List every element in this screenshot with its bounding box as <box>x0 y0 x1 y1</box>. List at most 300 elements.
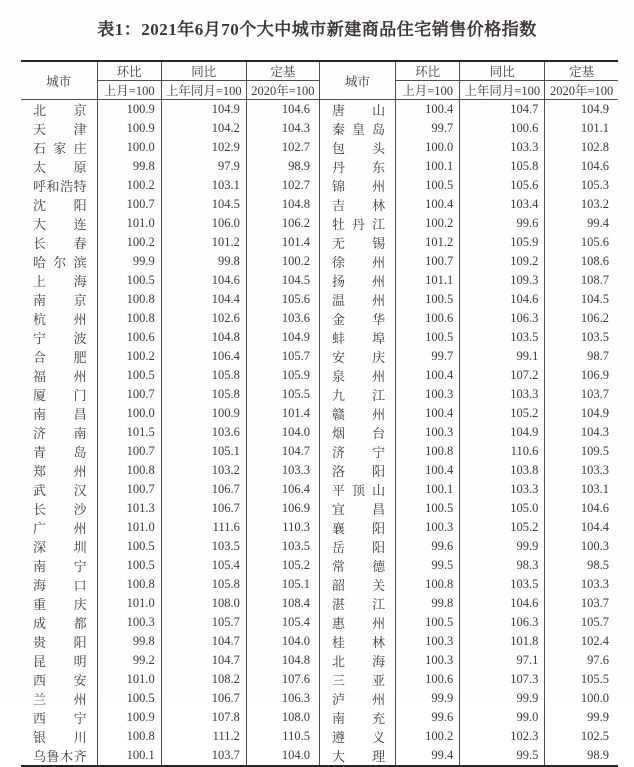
index-value-cell: 99.8 <box>97 157 161 176</box>
city-cell: 石家庄 <box>33 141 87 156</box>
index-value-cell: 100.2 <box>97 176 161 195</box>
city-cell: 遵义 <box>319 727 395 746</box>
index-value-cell: 100.5 <box>396 290 460 309</box>
index-value-cell: 99.8 <box>97 632 161 651</box>
index-value-cell: 99.4 <box>396 746 460 766</box>
index-value-cell: 100.7 <box>97 195 161 214</box>
table-title: 表1：2021年6月70个大中城市新建商品住宅销售价格指数 <box>97 20 537 39</box>
index-value-cell: 105.7 <box>161 613 246 632</box>
city-cell: 温州 <box>319 290 395 309</box>
city-cell: 成都 <box>33 616 87 631</box>
city-cell: 杭州 <box>33 312 87 327</box>
city-cell: 韶关 <box>319 575 395 594</box>
city-cell: 牡丹江 <box>319 214 395 233</box>
index-value-cell: 107.2 <box>460 366 545 385</box>
city-cell: 徐州 <box>319 252 395 271</box>
city-cell: 乌鲁木齐 <box>33 749 87 764</box>
index-value-cell: 111.2 <box>161 727 246 746</box>
table-row <box>21 461 618 480</box>
index-value-cell: 105.3 <box>545 176 618 195</box>
table-row <box>21 423 618 442</box>
city-cell: 泸州 <box>319 689 395 708</box>
index-value-cell: 105.8 <box>161 575 246 594</box>
table-row <box>21 480 618 499</box>
index-value-cell: 103.5 <box>246 537 319 556</box>
index-value-cell: 103.5 <box>545 328 618 347</box>
index-value-cell: 104.0 <box>246 746 319 766</box>
index-value-cell: 100.2 <box>97 233 161 252</box>
index-value-cell: 103.5 <box>460 575 545 594</box>
index-value-cell: 104.3 <box>545 423 618 442</box>
index-value-cell: 108.4 <box>246 594 319 613</box>
table-row <box>21 442 618 461</box>
index-value-cell: 101.2 <box>161 233 246 252</box>
index-value-cell: 111.6 <box>161 518 246 537</box>
table-row <box>21 575 618 594</box>
table-row <box>21 290 618 309</box>
index-value-cell: 99.0 <box>460 708 545 727</box>
index-value-cell: 100.8 <box>97 575 161 594</box>
city-cell: 秦皇岛 <box>319 119 395 138</box>
city-cell: 烟台 <box>319 423 395 442</box>
index-value-cell: 100.3 <box>396 518 460 537</box>
index-value-cell: 98.3 <box>460 556 545 575</box>
city-cell: 上海 <box>33 274 87 289</box>
index-value-cell: 105.0 <box>460 499 545 518</box>
city-cell: 贵阳 <box>33 635 87 650</box>
city-cell: 沈阳 <box>33 198 87 213</box>
header-fixed-base-formula-left: 2020年=100 <box>246 81 319 100</box>
index-value-cell: 105.5 <box>545 670 618 689</box>
index-value-cell: 104.5 <box>246 271 319 290</box>
table-row <box>21 366 618 385</box>
index-value-cell: 101.1 <box>545 119 618 138</box>
index-value-cell: 102.7 <box>246 138 319 157</box>
table-row <box>21 271 618 290</box>
index-value-cell: 103.7 <box>545 594 618 613</box>
index-value-cell: 101.5 <box>97 423 161 442</box>
price-index-table <box>21 60 618 767</box>
table-row <box>21 499 618 518</box>
city-cell: 兰州 <box>33 692 87 707</box>
index-value-cell: 104.4 <box>545 518 618 537</box>
index-value-cell: 100.3 <box>396 632 460 651</box>
index-value-cell: 104.4 <box>161 290 246 309</box>
index-value-cell: 104.7 <box>460 100 545 120</box>
city-cell: 长沙 <box>33 502 87 517</box>
city-cell: 广州 <box>33 521 87 536</box>
index-value-cell: 103.6 <box>246 309 319 328</box>
index-value-cell: 105.4 <box>161 556 246 575</box>
index-value-cell: 99.5 <box>396 556 460 575</box>
city-cell: 包头 <box>319 138 395 157</box>
index-value-cell: 101.3 <box>97 499 161 518</box>
index-value-cell: 100.9 <box>161 404 246 423</box>
index-value-cell: 104.8 <box>246 195 319 214</box>
city-cell: 襄阳 <box>319 518 395 537</box>
city-cell: 平顶山 <box>319 480 395 499</box>
index-value-cell: 106.9 <box>545 366 618 385</box>
index-value-cell: 100.2 <box>396 727 460 746</box>
index-value-cell: 104.6 <box>246 100 319 120</box>
index-value-cell: 105.4 <box>246 613 319 632</box>
index-value-cell: 98.9 <box>545 746 618 766</box>
index-value-cell: 99.1 <box>460 347 545 366</box>
index-value-cell: 100.6 <box>396 309 460 328</box>
header-yoy-base-left: 上年同月=100 <box>161 81 246 100</box>
index-value-cell: 109.3 <box>460 271 545 290</box>
table-row <box>21 689 618 708</box>
city-cell: 安庆 <box>319 347 395 366</box>
city-cell: 郑州 <box>33 464 87 479</box>
index-value-cell: 108.2 <box>161 670 246 689</box>
index-value-cell: 104.8 <box>161 328 246 347</box>
index-value-cell: 100.9 <box>97 708 161 727</box>
index-value-cell: 107.8 <box>161 708 246 727</box>
index-value-cell: 106.4 <box>161 347 246 366</box>
index-value-cell: 101.2 <box>396 233 460 252</box>
header-yoy-left: 同比 <box>161 61 246 81</box>
city-cell: 济宁 <box>319 442 395 461</box>
index-value-cell: 100.5 <box>396 499 460 518</box>
table-row <box>21 594 618 613</box>
index-value-cell: 105.2 <box>460 404 545 423</box>
index-value-cell: 103.5 <box>161 537 246 556</box>
index-value-cell: 105.7 <box>545 613 618 632</box>
index-value-cell: 100.5 <box>97 366 161 385</box>
index-value-cell: 103.3 <box>545 461 618 480</box>
index-value-cell: 100.5 <box>97 537 161 556</box>
index-value-cell: 101.0 <box>97 594 161 613</box>
header-mom-base-left: 上月=100 <box>97 81 161 100</box>
index-value-cell: 100.9 <box>97 119 161 138</box>
index-value-cell: 104.9 <box>246 328 319 347</box>
header-fixed-base-formula-right: 2020年=100 <box>545 81 618 100</box>
index-value-cell: 100.4 <box>396 461 460 480</box>
index-value-cell: 100.8 <box>396 575 460 594</box>
index-value-cell: 102.9 <box>161 138 246 157</box>
index-value-cell: 108.6 <box>545 252 618 271</box>
table-header <box>21 61 618 100</box>
index-value-cell: 102.3 <box>460 727 545 746</box>
header-fixed-base-right: 定基 <box>545 61 618 81</box>
table-row <box>21 195 618 214</box>
city-cell: 武汉 <box>33 483 87 498</box>
index-value-cell: 102.6 <box>161 309 246 328</box>
index-value-cell: 100.5 <box>396 613 460 632</box>
index-value-cell: 104.3 <box>246 119 319 138</box>
index-value-cell: 103.6 <box>161 423 246 442</box>
city-cell: 南宁 <box>33 559 87 574</box>
index-value-cell: 98.5 <box>545 556 618 575</box>
index-value-cell: 105.9 <box>246 366 319 385</box>
city-cell: 深圳 <box>33 540 87 555</box>
index-value-cell: 104.7 <box>161 632 246 651</box>
index-value-cell: 104.0 <box>246 632 319 651</box>
index-value-cell: 110.5 <box>246 727 319 746</box>
header-city-left: 城市 <box>21 61 97 100</box>
index-value-cell: 100.1 <box>396 157 460 176</box>
index-value-cell: 105.6 <box>545 233 618 252</box>
index-value-cell: 101.4 <box>246 404 319 423</box>
index-value-cell: 103.3 <box>460 385 545 404</box>
index-value-cell: 100.7 <box>97 442 161 461</box>
index-value-cell: 105.1 <box>246 575 319 594</box>
index-value-cell: 100.0 <box>545 689 618 708</box>
city-cell: 九江 <box>319 385 395 404</box>
city-cell: 长春 <box>33 236 87 251</box>
table-row <box>21 385 618 404</box>
index-value-cell: 103.7 <box>161 746 246 766</box>
index-value-cell: 100.3 <box>396 385 460 404</box>
table-row <box>21 613 618 632</box>
index-value-cell: 103.2 <box>545 195 618 214</box>
index-value-cell: 97.6 <box>545 651 618 670</box>
index-value-cell: 102.7 <box>246 176 319 195</box>
table-row <box>21 556 618 575</box>
index-value-cell: 99.6 <box>396 537 460 556</box>
city-cell: 天津 <box>33 122 87 137</box>
index-value-cell: 100.2 <box>396 214 460 233</box>
table-row <box>21 119 618 138</box>
index-value-cell: 100.6 <box>396 670 460 689</box>
table-row <box>21 727 618 746</box>
index-value-cell: 99.9 <box>460 689 545 708</box>
header-mom-left: 环比 <box>97 61 161 81</box>
index-value-cell: 105.8 <box>460 157 545 176</box>
index-value-cell: 100.8 <box>97 727 161 746</box>
index-value-cell: 104.8 <box>246 651 319 670</box>
city-cell: 桂林 <box>319 632 395 651</box>
index-value-cell: 105.2 <box>460 518 545 537</box>
index-value-cell: 100.3 <box>97 613 161 632</box>
index-value-cell: 100.5 <box>97 271 161 290</box>
table-row <box>21 537 618 556</box>
city-cell: 湛江 <box>319 594 395 613</box>
index-value-cell: 103.1 <box>161 176 246 195</box>
table-row <box>21 309 618 328</box>
index-value-cell: 106.7 <box>161 480 246 499</box>
city-cell: 扬州 <box>319 271 395 290</box>
table-row <box>21 347 618 366</box>
city-cell: 太原 <box>33 160 87 175</box>
index-value-cell: 103.8 <box>460 461 545 480</box>
table-row <box>21 138 618 157</box>
table-row <box>21 708 618 727</box>
index-value-cell: 98.9 <box>246 157 319 176</box>
city-cell: 蚌埠 <box>319 328 395 347</box>
index-value-cell: 100.8 <box>97 290 161 309</box>
table-row <box>21 157 618 176</box>
table-body <box>21 100 618 767</box>
city-cell: 宁波 <box>33 331 87 346</box>
index-value-cell: 100.9 <box>97 100 161 120</box>
index-value-cell: 100.6 <box>97 328 161 347</box>
index-value-cell: 100.3 <box>396 423 460 442</box>
city-cell: 青岛 <box>33 445 87 460</box>
index-value-cell: 97.9 <box>161 157 246 176</box>
index-value-cell: 100.7 <box>97 480 161 499</box>
index-value-cell: 104.5 <box>161 195 246 214</box>
index-value-cell: 104.6 <box>161 271 246 290</box>
table-row <box>21 100 618 120</box>
city-cell: 吉林 <box>319 195 395 214</box>
index-value-cell: 99.2 <box>97 651 161 670</box>
index-value-cell: 103.1 <box>545 480 618 499</box>
index-value-cell: 100.7 <box>396 252 460 271</box>
index-value-cell: 99.8 <box>161 252 246 271</box>
header-city-right: 城市 <box>319 61 395 100</box>
index-value-cell: 101.0 <box>97 670 161 689</box>
index-value-cell: 106.4 <box>246 480 319 499</box>
index-value-cell: 106.7 <box>161 499 246 518</box>
city-cell: 洛阳 <box>319 461 395 480</box>
index-value-cell: 100.6 <box>460 119 545 138</box>
index-value-cell: 101.4 <box>246 233 319 252</box>
city-cell: 济南 <box>33 426 87 441</box>
index-value-cell: 101.8 <box>460 632 545 651</box>
index-value-cell: 108.0 <box>161 594 246 613</box>
city-cell: 呼和浩特 <box>33 179 87 194</box>
header-fixed-base-left: 定基 <box>246 61 319 81</box>
index-value-cell: 99.4 <box>545 214 618 233</box>
index-value-cell: 100.2 <box>246 252 319 271</box>
index-value-cell: 105.7 <box>246 347 319 366</box>
index-value-cell: 105.2 <box>246 556 319 575</box>
index-value-cell: 103.3 <box>246 461 319 480</box>
index-value-cell: 101.1 <box>396 271 460 290</box>
index-value-cell: 110.6 <box>460 442 545 461</box>
city-cell: 锦州 <box>319 176 395 195</box>
city-cell: 南昌 <box>33 407 87 422</box>
index-value-cell: 103.5 <box>460 328 545 347</box>
city-cell: 惠州 <box>319 613 395 632</box>
city-cell: 银川 <box>33 730 87 745</box>
header-mom-base-right: 上月=100 <box>396 81 460 100</box>
index-value-cell: 102.8 <box>545 138 618 157</box>
index-value-cell: 99.5 <box>460 746 545 766</box>
index-value-cell: 103.7 <box>545 385 618 404</box>
city-cell: 海口 <box>33 578 87 593</box>
header-mom-right: 环比 <box>396 61 460 81</box>
table-row <box>21 328 618 347</box>
index-value-cell: 99.6 <box>396 708 460 727</box>
index-value-cell: 104.6 <box>460 290 545 309</box>
index-value-cell: 100.1 <box>97 746 161 766</box>
city-cell: 北海 <box>319 651 395 670</box>
index-value-cell: 104.6 <box>545 157 618 176</box>
city-cell: 丹东 <box>319 157 395 176</box>
index-value-cell: 109.5 <box>545 442 618 461</box>
index-value-cell: 103.4 <box>460 195 545 214</box>
index-value-cell: 99.7 <box>396 119 460 138</box>
index-value-cell: 102.4 <box>545 632 618 651</box>
index-value-cell: 105.6 <box>246 290 319 309</box>
index-value-cell: 100.5 <box>97 556 161 575</box>
city-cell: 无锡 <box>319 233 395 252</box>
city-cell: 合肥 <box>33 350 87 365</box>
table-row <box>21 632 618 651</box>
city-cell: 金华 <box>319 309 395 328</box>
index-value-cell: 104.7 <box>161 651 246 670</box>
index-value-cell: 104.9 <box>460 423 545 442</box>
index-value-cell: 103.3 <box>460 138 545 157</box>
city-cell: 北京 <box>33 103 87 118</box>
index-value-cell: 101.0 <box>97 214 161 233</box>
index-value-cell: 100.5 <box>396 328 460 347</box>
index-value-cell: 104.6 <box>545 499 618 518</box>
index-value-cell: 99.9 <box>545 708 618 727</box>
index-value-cell: 101.0 <box>97 518 161 537</box>
index-value-cell: 103.3 <box>460 480 545 499</box>
index-value-cell: 104.2 <box>161 119 246 138</box>
index-value-cell: 106.7 <box>161 689 246 708</box>
city-cell: 宜昌 <box>319 499 395 518</box>
index-value-cell: 104.0 <box>246 423 319 442</box>
city-cell: 三亚 <box>319 670 395 689</box>
index-value-cell: 99.7 <box>396 347 460 366</box>
index-value-cell: 99.9 <box>97 252 161 271</box>
index-value-cell: 108.7 <box>545 271 618 290</box>
index-value-cell: 100.5 <box>396 176 460 195</box>
index-value-cell: 100.4 <box>396 404 460 423</box>
city-cell: 福州 <box>33 369 87 384</box>
city-cell: 厦门 <box>33 388 87 403</box>
table-row <box>21 746 618 766</box>
index-value-cell: 103.2 <box>161 461 246 480</box>
index-value-cell: 100.1 <box>396 480 460 499</box>
index-value-cell: 104.9 <box>545 404 618 423</box>
header-yoy-base-right: 上年同月=100 <box>460 81 545 100</box>
index-value-cell: 105.9 <box>460 233 545 252</box>
city-cell: 唐山 <box>319 100 395 120</box>
index-value-cell: 100.3 <box>545 537 618 556</box>
city-cell: 西宁 <box>33 711 87 726</box>
city-cell: 西安 <box>33 673 87 688</box>
index-value-cell: 100.2 <box>97 347 161 366</box>
index-value-cell: 100.8 <box>97 309 161 328</box>
city-cell: 哈尔滨 <box>33 255 87 270</box>
index-value-cell: 106.2 <box>246 214 319 233</box>
index-value-cell: 100.5 <box>97 689 161 708</box>
city-cell: 南京 <box>33 293 87 308</box>
index-value-cell: 107.6 <box>246 670 319 689</box>
index-value-cell: 100.0 <box>396 138 460 157</box>
index-value-cell: 98.7 <box>545 347 618 366</box>
index-value-cell: 99.6 <box>460 214 545 233</box>
table-row <box>21 518 618 537</box>
city-cell: 大连 <box>33 217 87 232</box>
index-value-cell: 105.5 <box>246 385 319 404</box>
index-value-cell: 106.3 <box>460 309 545 328</box>
table-row <box>21 651 618 670</box>
city-cell: 泉州 <box>319 366 395 385</box>
index-value-cell: 106.9 <box>246 499 319 518</box>
index-value-cell: 99.9 <box>460 537 545 556</box>
index-value-cell: 100.4 <box>396 195 460 214</box>
index-value-cell: 105.6 <box>460 176 545 195</box>
index-value-cell: 99.9 <box>396 689 460 708</box>
table-row <box>21 252 618 271</box>
index-value-cell: 104.5 <box>545 290 618 309</box>
index-value-cell: 106.3 <box>246 689 319 708</box>
index-value-cell: 102.5 <box>545 727 618 746</box>
index-value-cell: 105.8 <box>161 385 246 404</box>
index-value-cell: 100.8 <box>396 442 460 461</box>
index-value-cell: 104.6 <box>460 594 545 613</box>
index-value-cell: 106.2 <box>545 309 618 328</box>
index-value-cell: 100.3 <box>396 651 460 670</box>
